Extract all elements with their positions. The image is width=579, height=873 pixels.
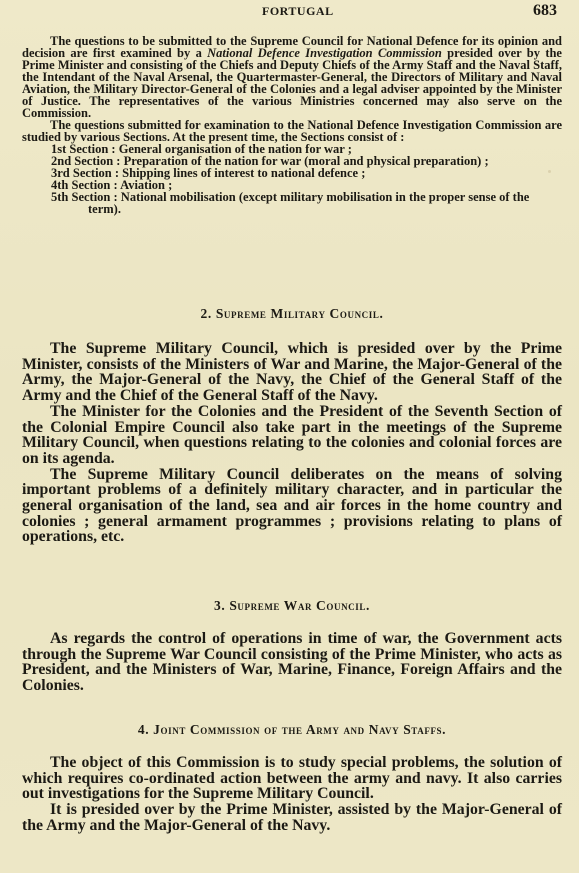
section-item: 1st Section : General organisation of the nation for war ;	[51, 142, 352, 156]
paragraph: The Supreme Military Council deliberates on the means of solving important problems of a definitely military character, and in particular the general organisation of the land, sea and air forces in the home country and colonies ; general armament programmes ; provisions relating to plans of operations, etc.	[22, 465, 562, 546]
intro-paragraph-1	[22, 35, 562, 119]
paragraph: As regards the control of operations in time of war, the Government acts through the Supreme War Council consisting of the Prime Minister, who acts as President, and the Ministers of War, Marine, Finance, Foreign Affairs and the Colonies.	[22, 630, 562, 695]
commission-name: National Defence Investigation Commission	[207, 46, 442, 60]
joint-commission-body	[22, 755, 562, 834]
section-item: 2nd Section : Preparation of the nation for war (moral and physical preparation) ;	[51, 154, 489, 168]
supreme-war-council-body	[22, 631, 562, 694]
section-item: 3rd Section : Shipping lines of interest to national defence ;	[51, 166, 366, 180]
heading-supreme-war-council: 3. Supreme War Council.	[214, 598, 370, 613]
intro-text: The questions to be submitted to the Supreme Council for National Defence for its opinion and decision are first examined by a	[22, 34, 562, 60]
paragraph: It is presided over by the Prime Minister, assisted by the Major-General of the Army and the Major-General of the Navy.	[22, 801, 562, 834]
paragraph: The object of this Commission is to study special problems, the solution of which requires co-ordinated action between the army and navy. It also carries out investigations for the Supreme Military Council.	[22, 754, 562, 803]
intro-block	[22, 35, 562, 215]
heading-joint-commission: 4. Joint Commission of the Army and Navy Staffs.	[137, 722, 447, 737]
sections-list	[22, 143, 562, 215]
section-item: 5th Section : National mobilisation (except military mobilisation in the proper sense of the term).	[51, 190, 530, 216]
page-header	[0, 4, 579, 22]
intro-text: presided over by the Prime Minister and consisting of the Chiefs and Deputy Chiefs of the Army Staff and the Naval Staff, the Intendant of the Naval Arsenal, the Quartermaster-General, the Directors of Military and Naval Aviation, the Military Director-General of the Colonies and a legal adviser appointed by the Minister of Justice. The representatives of the various Ministries concerned may also serve on the Commission.	[22, 46, 562, 120]
page-number: 683	[533, 2, 557, 19]
heading-supreme-military-council: 2. Supreme Military Council.	[200, 306, 384, 321]
intro-paragraph-2: The questions submitted for examination to the National Defence Investigation Commission are studied by various Sections. At the present time, the Sections consist of :	[22, 118, 562, 144]
supreme-military-council-body	[22, 341, 562, 545]
section-item: 4th Section : Aviation ;	[51, 178, 173, 192]
paragraph: The Minister for the Colonies and the President of the Seventh Section of the Colonial Empire Council also take part in the meetings of the Supreme Military Council, when questions relating to the colonies and colonial forces are on its agenda.	[22, 402, 562, 467]
running-title: FORTUGAL	[262, 4, 334, 18]
paragraph: The Supreme Military Council, which is presided over by the Prime Minister, consists of the Ministers of War and Marine, the Major-General of the Army, the Major-General of the Navy, the Chief of the General Staff of the Army and the Chief of the General Staff of the Navy.	[22, 340, 562, 405]
